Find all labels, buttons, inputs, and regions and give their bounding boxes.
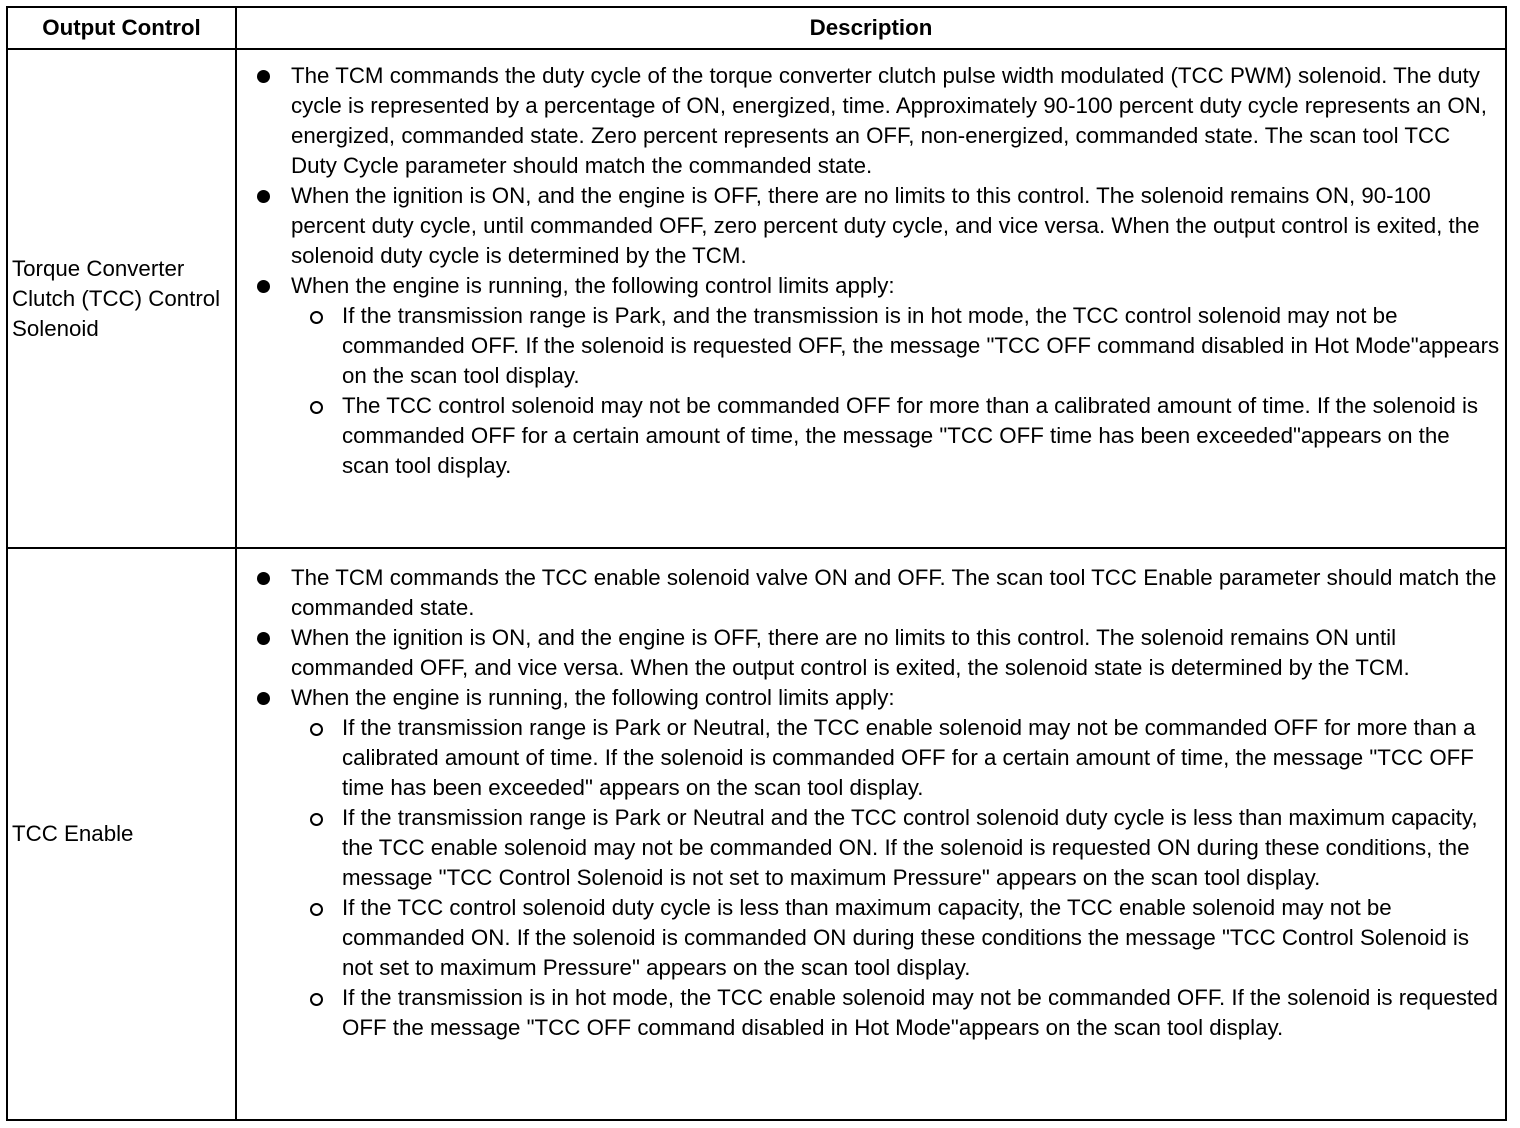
table-row [7, 548, 1506, 1120]
header-row [7, 7, 1506, 49]
bullet-item [237, 683, 1505, 1043]
sub-bullet-item: If the transmission range is Park or Neutral, the TCC enable solenoid may not be commanded OFF for more than a calibrated amount of time. If the solenoid is commanded OFF for a certain amount of time, the message "TCC OFF time has been exceeded" appears on the scan tool display. [291, 713, 1501, 803]
bullet-item [237, 271, 1505, 481]
bullet-text: When the engine is running, the following control limits apply: [291, 685, 895, 711]
output-control-name: TCC Enable [7, 548, 236, 1120]
sub-bullet-item: If the TCC control solenoid duty cycle is less than maximum capacity, the TCC enable solenoid may not be commanded ON. If the solenoid is commanded ON during these conditions the message "TCC Control Solenoid is not set to maximum Pressure" appears on the scan tool display. [291, 893, 1501, 983]
bullet-list [237, 563, 1505, 1043]
table-row [7, 49, 1506, 548]
output-control-name: Torque Converter Clutch (TCC) Control Solenoid [7, 49, 236, 548]
sub-bullet-item: If the transmission range is Park or Neutral and the TCC control solenoid duty cycle is less than maximum capacity, the TCC enable solenoid may not be commanded ON. If the solenoid is requested ON during these conditions, the message "TCC Control Solenoid is not set to maximum Pressure" appears on the scan tool display. [291, 803, 1501, 893]
description-cell [236, 548, 1506, 1120]
bullet-item: The TCM commands the TCC enable solenoid valve ON and OFF. The scan tool TCC Enable parameter should match the commanded state. [237, 563, 1505, 623]
bullet-item: When the ignition is ON, and the engine is OFF, there are no limits to this control. The solenoid remains ON until commanded OFF, and vice versa. When the output control is exited, the solenoid state is determined by the TCM. [237, 623, 1505, 683]
sub-bullet-item: The TCC control solenoid may not be commanded OFF for more than a calibrated amount of time. If the solenoid is commanded OFF for a certain amount of time, the message "TCC OFF time has been exceeded"appears on the scan tool display. [291, 391, 1501, 481]
bullet-item: When the ignition is ON, and the engine is OFF, there are no limits to this control. The solenoid remains ON, 90-100 percent duty cycle, until commanded OFF, zero percent duty cycle, and vice versa. When the output control is exited, the solenoid duty cycle is determined by the TCM. [237, 181, 1505, 271]
bullet-text: When the engine is running, the following control limits apply: [291, 273, 895, 298]
header-description: Description [236, 7, 1506, 49]
bullet-item: The TCM commands the duty cycle of the torque converter clutch pulse width modulated (TCC PWM) solenoid. The duty cycle is represented by a percentage of ON, energized, time. Approximately 90-100 percent duty cycle represents an ON, energized, commanded state. Zero percent represents an OFF, non-energized, commanded state. The scan tool TCC Duty Cycle parameter should match the commanded state. [237, 61, 1505, 181]
bullet-list [237, 61, 1505, 481]
sub-bullet-item: If the transmission range is Park, and the transmission is in hot mode, the TCC control solenoid may not be commanded OFF. If the solenoid is requested OFF, the message "TCC OFF command disabled in Hot Mode"appears on the scan tool display. [291, 301, 1501, 391]
description-cell [236, 49, 1506, 548]
sub-bullet-list [291, 713, 1501, 1043]
sub-bullet-item: If the transmission is in hot mode, the TCC enable solenoid may not be commanded OFF. If the solenoid is requested OFF the message "TCC OFF command disabled in Hot Mode"appears on the scan tool display. [291, 983, 1501, 1043]
sub-bullet-list [291, 301, 1501, 481]
output-control-table [6, 6, 1507, 1121]
header-output-control: Output Control [7, 7, 236, 49]
